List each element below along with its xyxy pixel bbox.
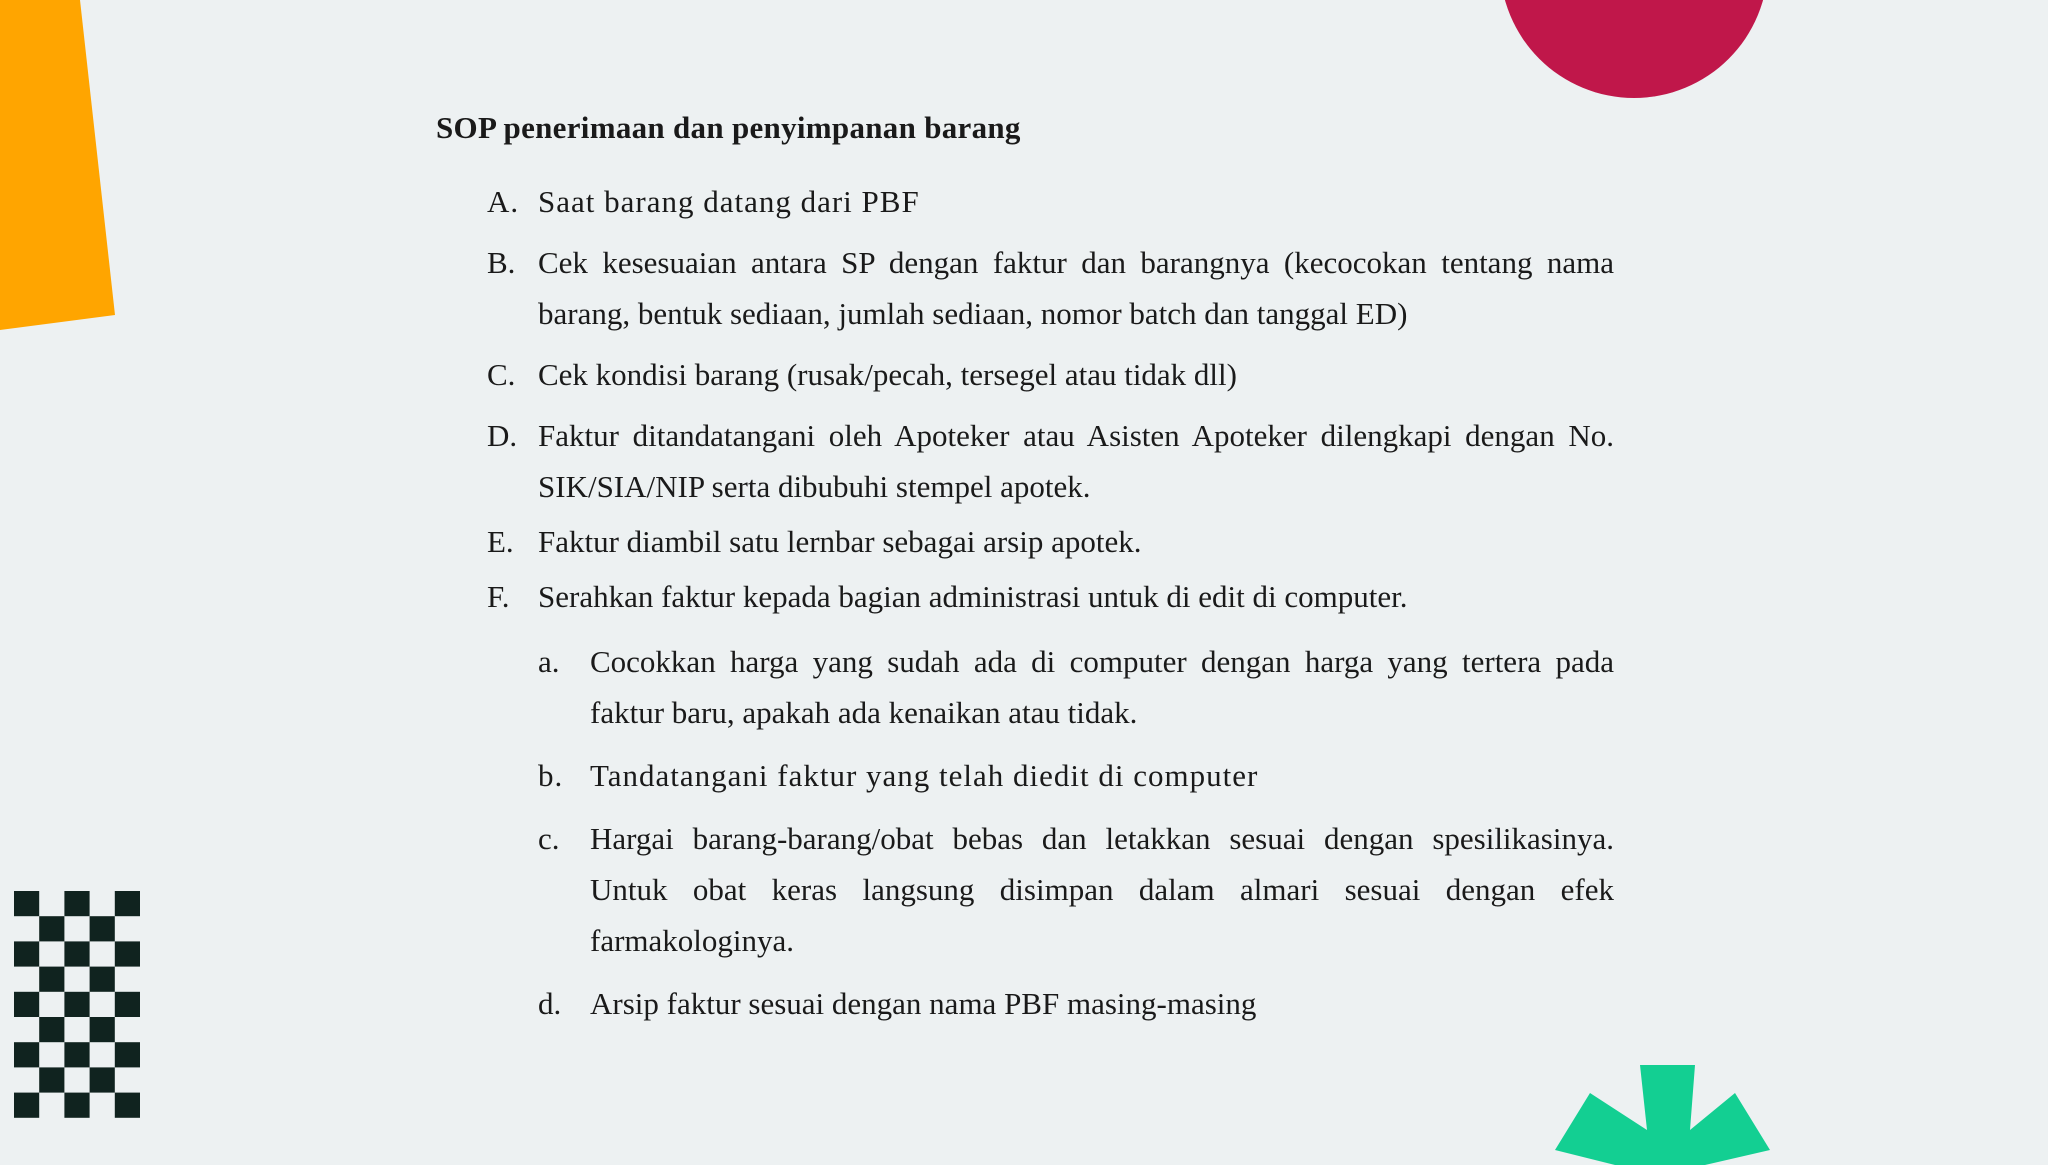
checker-square — [14, 891, 39, 916]
checker-square — [14, 1093, 39, 1118]
list-marker: F. — [487, 579, 510, 614]
checker-square — [14, 992, 39, 1017]
list-item-text: Cek kondisi barang (rusak/pecah, tersegel atau tidak dll) — [538, 357, 1237, 392]
slide-title: SOP penerimaan dan penyimpanan barang — [436, 110, 1021, 145]
list-item-text: Faktur diambil satu lernbar sebagai arsip apotek. — [538, 524, 1142, 559]
checker-square — [90, 967, 115, 992]
checker-square — [115, 1042, 140, 1067]
list-item-text: Saat barang datang dari PBF — [538, 184, 920, 219]
checker-square — [14, 1042, 39, 1067]
sub-list-item — [436, 750, 1614, 801]
list-marker: B. — [487, 245, 516, 280]
sub-list-marker: a. — [538, 644, 560, 679]
list-item-text: Cek kesesuaian antara SP dengan faktur dan barangnya (kecocokan tentang nama barang, bentuk sediaan, jumlah sediaan, nomor batch dan tanggal ED) — [538, 245, 1614, 331]
checker-square — [64, 941, 89, 966]
sub-procedure-list — [436, 636, 1614, 1029]
checker-square — [14, 941, 39, 966]
sub-list-item-text: Arsip faktur sesuai dengan nama PBF masing-masing — [590, 986, 1257, 1021]
list-item — [436, 237, 1614, 339]
sub-list-item — [436, 636, 1614, 738]
procedure-list — [436, 176, 1614, 1029]
list-marker: C. — [487, 357, 516, 392]
checker-square — [39, 1017, 64, 1042]
checker-square — [39, 916, 64, 941]
sub-list-marker: b. — [538, 758, 564, 793]
checker-square — [64, 1093, 89, 1118]
checker-square — [39, 1067, 64, 1092]
list-item-text: Serahkan faktur kepada bagian administrasi untuk di edit di computer. — [538, 579, 1408, 614]
checker-square — [115, 891, 140, 916]
slide-content — [436, 108, 1614, 1041]
list-item — [436, 571, 1614, 1029]
checker-square — [90, 1017, 115, 1042]
orange-shape-decoration — [0, 0, 120, 330]
checkerboard-decoration — [14, 890, 140, 1118]
sub-list-item — [436, 813, 1614, 966]
list-item — [436, 349, 1614, 400]
checker-square — [64, 891, 89, 916]
checker-square — [115, 1093, 140, 1118]
checker-square — [115, 941, 140, 966]
sub-list-marker: c. — [538, 821, 560, 856]
sub-list-marker: d. — [538, 986, 562, 1021]
checker-square — [90, 916, 115, 941]
sub-list-item-text: Cocokkan harga yang sudah ada di computer dengan harga yang tertera pada faktur baru, apakah ada kenaikan atau tidak. — [590, 644, 1614, 730]
green-star-decoration — [1555, 1065, 1775, 1165]
list-marker: A. — [487, 184, 520, 219]
sub-list-item — [436, 978, 1614, 1029]
crimson-circle-decoration — [1500, 0, 1768, 98]
list-item-text: Faktur ditandatangani oleh Apoteker atau Asisten Apoteker dilengkapi dengan No. SIK/SIA/NIP serta dibubuhi stempel apotek. — [538, 418, 1614, 504]
checker-square — [64, 992, 89, 1017]
list-item — [436, 516, 1614, 567]
checker-square — [64, 1042, 89, 1067]
sub-list-item-text: Tandatangani faktur yang telah diedit di computer — [590, 758, 1259, 793]
sub-list-item-text: Hargai barang-barang/obat bebas dan letakkan sesuai dengan spesilikasinya. Untuk obat keras langsung disimpan dalam almari sesuai dengan efek farmakologinya. — [590, 821, 1614, 958]
checker-square — [39, 967, 64, 992]
list-marker: D. — [487, 418, 518, 453]
checker-square — [115, 992, 140, 1017]
list-marker: E. — [487, 524, 514, 559]
checker-square — [90, 1067, 115, 1092]
list-item — [436, 410, 1614, 512]
list-item — [436, 176, 1614, 227]
